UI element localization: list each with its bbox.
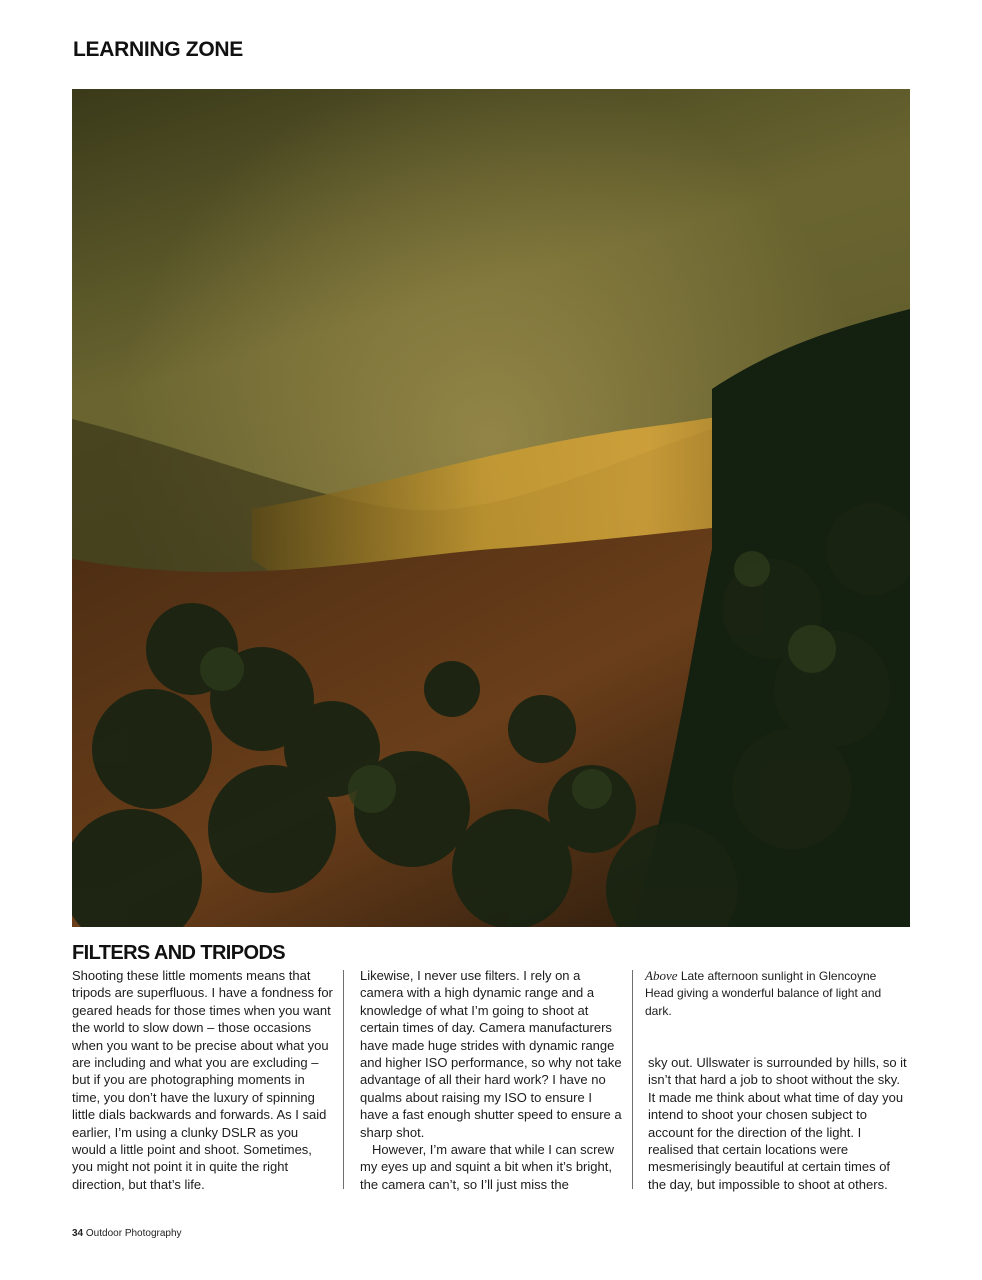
caption-lead: Above: [645, 968, 678, 983]
column-divider-2: [632, 970, 633, 1189]
article-column-1: [72, 967, 334, 1193]
caption-text: Late afternoon sunlight in Glencoyne Head giving a wonderful balance of light and dark.: [645, 969, 882, 1018]
landscape-photo-art: [72, 89, 910, 927]
column-3-paragraph: sky out. Ullswater is surrounded by hills, so it isn’t that hard a job to shoot without the sky. It made me think about what time of day you intend to shoot your chosen subject to account for the direction of the light. I realised that certain locations were mesmerisingly beautiful at certain times of the day, but impossible to shoot at others.: [648, 1055, 907, 1192]
column-2-paragraph-1: Likewise, I never use filters. I rely on a camera with a high dynamic range and a knowledge of what I’m going to shoot at certain times of day. Camera manufacturers have made huge strides with dynamic range and higher ISO performance, so why not take advantage of all their hard work? I have no qualms about raising my ISO to ensure I have a fast enough shutter speed to ensure a sharp shot.: [360, 968, 622, 1140]
article-column-3: [648, 1054, 910, 1193]
article-heading: FILTERS AND TRIPODS: [72, 942, 286, 964]
page-footer: [72, 1228, 182, 1239]
page-number: 34: [72, 1228, 84, 1239]
article-column-2: [360, 967, 622, 1193]
column-divider-1: [343, 970, 344, 1189]
column-1-paragraph: Shooting these little moments means that tripods are superfluous. I have a fondness for geared heads for those times when you want the world to slow down – those occasions when you want to be precise about what you are including and what you are excluding – but if you are photographing moments in time, you don’t have the luxury of spinning little dials backwards and forwards. As I said earlier, I’m using a clunky DSLR as you would a little point and shoot. Sometimes, you might not point it in quite the right direction, but that’s life.: [72, 968, 333, 1192]
publication-name: Outdoor Photography: [85, 1228, 182, 1239]
photo-caption: [645, 967, 907, 1020]
landscape-photo: [72, 89, 910, 927]
column-2-paragraph-2: However, I’m aware that while I can screw my eyes up and squint a bit when it’s bright, the camera can’t, so I’ll just miss the: [360, 1142, 615, 1192]
section-label: LEARNING ZONE: [73, 38, 243, 61]
